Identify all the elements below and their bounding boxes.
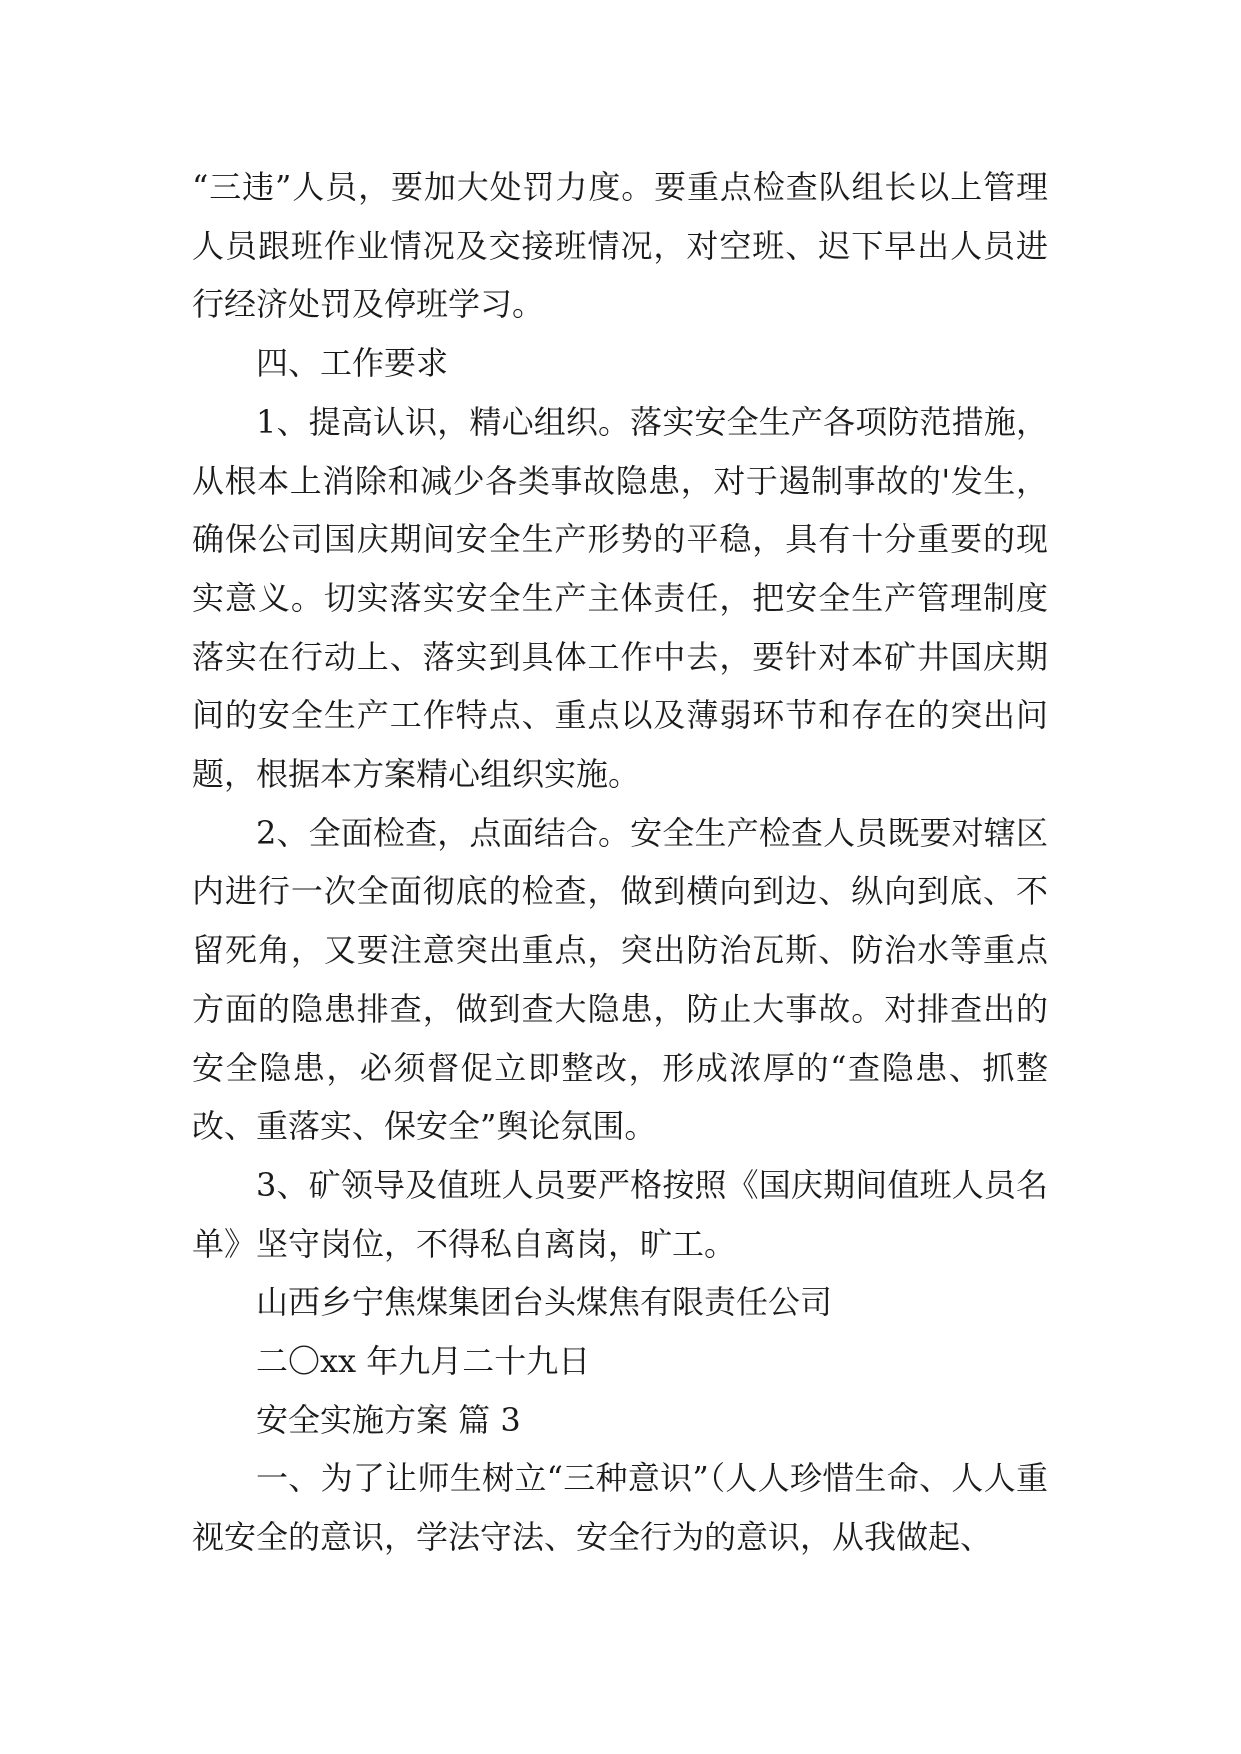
section-heading-work-requirements: 四、工作要求 — [256, 344, 449, 383]
paragraph-item-1: 一、为了让师生树立“三种意识”（人人珍惜生命、人人重视安全的意识，学法守法、安全行为的意识，从我做起、 — [192, 1459, 1048, 1557]
company-signature: 山西乡宁焦煤集团台头煤焦有限责任公司 — [256, 1283, 833, 1322]
paragraph-requirement-3: 3、矿领导及值班人员要严格按照《国庆期间值班人员名单》坚守岗位，不得私自离岗，旷工。 — [192, 1165, 1048, 1263]
document-page — [192, 158, 1048, 1567]
paragraph-continuation: “三违”人员，要加大处罚力度。要重点检查队组长以上管理人员跟班作业情况及交接班情况，对空班、迟下早出人员进行经济处罚及停班学习。 — [192, 168, 1048, 324]
document-date: 二〇xx 年九月二十九日 — [256, 1342, 591, 1381]
paragraph-requirement-1: 1、提高认识，精心组织。落实安全生产各项防范措施，从根本上消除和减少各类事故隐患，对于遏制事故的'发生，确保公司国庆期间安全生产形势的平稳，具有十分重要的现实意义。切实落实安全生产主体责任，把安全生产管理制度落实在行动上、落实到具体工作中去，要针对本矿井国庆期间的安全生产工作特点、重点以及薄弱环节和存在的突出问题，根据本方案精心组织实施。 — [192, 402, 1048, 794]
paragraph-requirement-2: 2、全面检查，点面结合。安全生产检查人员既要对辖区内进行一次全面彻底的检查，做到横向到边、纵向到底、不留死角，又要注意突出重点，突出防治瓦斯、防治水等重点方面的隐患排查，做到查大隐患，防止大事故。对排查出的安全隐患，必须督促立即整改，形成浓厚的“查隐患、抓整改、重落实、保安全”舆论氛围。 — [192, 813, 1048, 1146]
section-title-part-3: 安全实施方案 篇 3 — [256, 1400, 521, 1439]
